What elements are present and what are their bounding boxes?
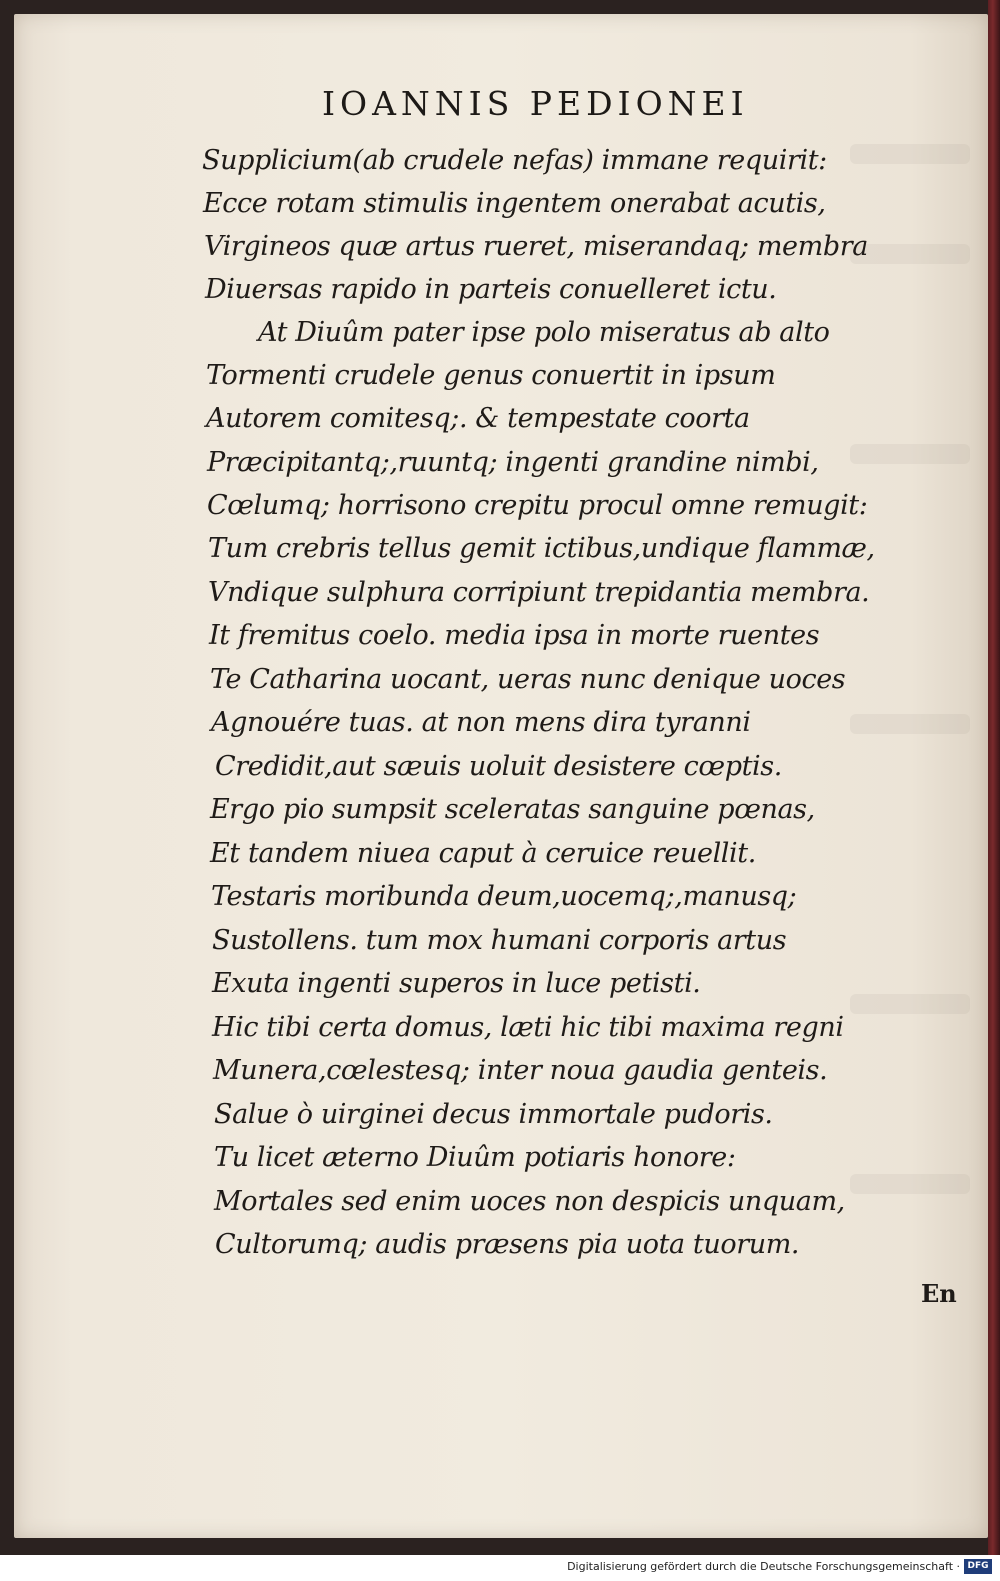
verse-line: Supplicium(ab crudele nefas) immane requirit: [202,145,827,176]
verse-line: Te Catharina uocant, ueras nunc denique uoces [210,664,846,695]
verse-line: Exuta ingenti superos in luce petisti. [212,968,701,999]
verse-line: Hic tibi certa domus, læti hic tibi maxima regni [212,1012,844,1043]
verse-line: Tormenti crudele genus conuertit in ipsum [206,360,776,391]
verse-line: Ecce rotam stimulis ingentem onerabat acutis, [203,188,826,219]
verse-line: Tum crebris tellus gemit ictibus,undique flammæ, [208,533,875,564]
funding-note: Digitalisierung gefördert durch die Deutsche Forschungsgemeinschaft · [567,1560,960,1573]
verse-line: Cultorumq; audis præsens pia uota tuorum. [215,1229,800,1260]
bleed-through-text [850,144,970,164]
catchword: En [921,1279,957,1308]
dfg-logo-icon: DFG [964,1559,992,1574]
verse-line: Credidit,aut sæuis uoluit desistere cœptis. [215,751,782,782]
verse-line: Salue ò uirginei decus immortale pudoris. [214,1099,773,1130]
verse-line: Virgineos quæ artus rueret, miserandaq; membra [204,231,868,262]
verse-line: Præcipitantq;,ruuntq; ingenti grandine nimbi, [207,447,819,478]
bleed-through-text [850,994,970,1014]
verse-line: Cœlumq; horrisono crepitu procul omne remugit: [207,490,868,521]
footer-bar [0,1555,1000,1581]
verse-line: Et tandem niuea caput à ceruice reuellit. [210,838,756,869]
verse-line: Ergo pio sumpsit sceleratas sanguine pœnas, [210,794,815,825]
verse-line: Vndique sulphura corripiunt trepidantia membra. [208,577,870,608]
bleed-through-text [850,1174,970,1194]
bleed-through-text [850,444,970,464]
bleed-through-text [850,244,970,264]
book-cover-edge [988,0,1000,1555]
verse-line: Autorem comitesq;. & tempestate coorta [206,403,750,434]
verse-line: Agnouére tuas. at non mens dira tyranni [211,707,751,738]
bleed-through-text [850,714,970,734]
verse-line: Munera,cœlestesq; inter noua gaudia genteis. [213,1055,828,1086]
verse-line: Diuersas rapido in parteis conuelleret ictu. [205,274,777,305]
verse-line: Testaris moribunda deum,uocemq;,manusq; [211,881,797,912]
verse-line: It fremitus coelo. media ipsa in morte ruentes [209,620,820,651]
verse-line: At Diuûm pater ipse polo miseratus ab alto [258,317,830,348]
verse-line: Sustollens. tum mox humani corporis artus [212,925,787,956]
verse-line: Mortales sed enim uoces non despicis unquam, [214,1186,845,1217]
running-head: IOANNIS PEDIONEI [322,84,749,123]
verse-line: Tu licet æterno Diuûm potiaris honore: [214,1142,736,1173]
